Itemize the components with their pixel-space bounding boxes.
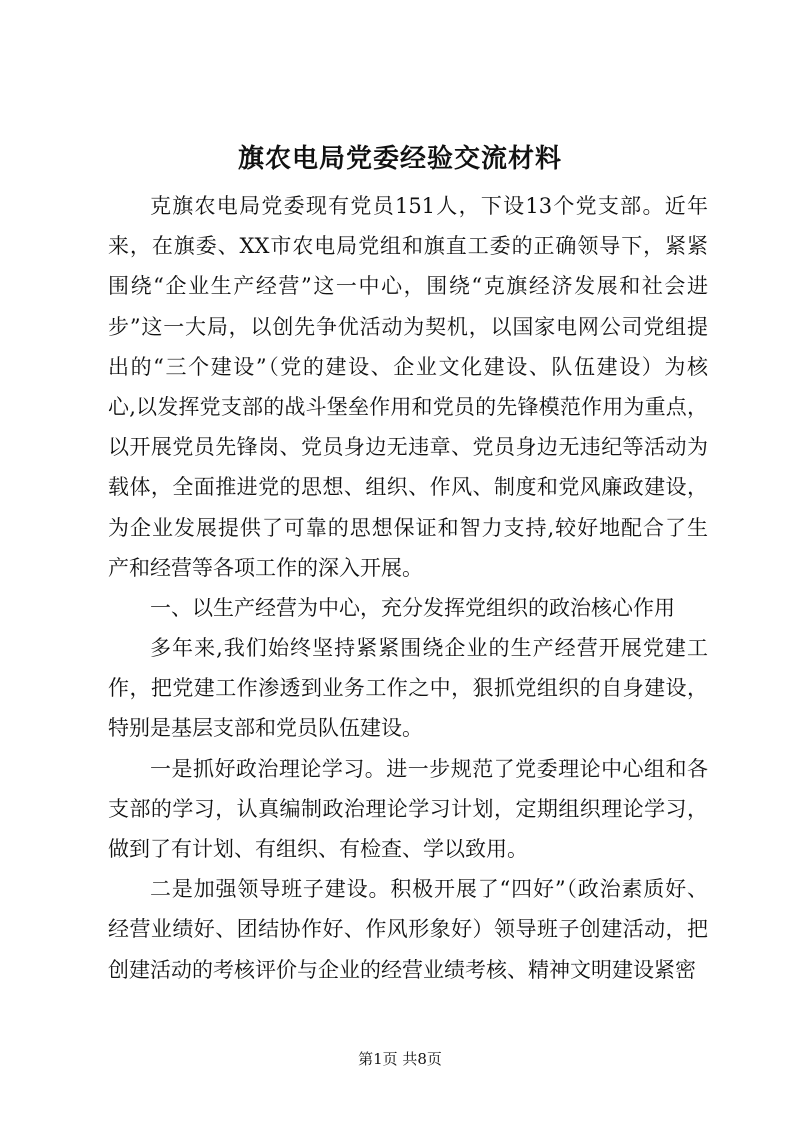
- paragraph-line: 多年来,我们始终坚持紧紧围绕企业的生产经营开展党建工: [150, 636, 708, 661]
- paragraph-line: 载体，全面推进党的思想、组织、作风、制度和党风廉政建设，: [108, 475, 708, 500]
- paragraph-line: 经营业绩好、团结协作好、作风形象好）领导班子创建活动，把: [108, 917, 708, 942]
- document-body: [108, 186, 708, 990]
- paragraph-line: 做到了有计划、有组织、有检查、学以致用。: [108, 837, 528, 861]
- paragraph-line: 支部的学习，认真编制政治理论学习计划，定期组织理论学习，: [108, 796, 708, 821]
- paragraph-line: 产和经营等各项工作的深入开展。: [108, 555, 423, 580]
- paragraph-line: 一、以生产经营为中心，充分发挥党组织的政治核心作用: [150, 595, 675, 620]
- paragraph-line: 以开展党员先锋岗、党员身边无违章、党员身边无违纪等活动为: [108, 435, 708, 460]
- paragraph-line: 特别是基层支部和党员队伍建设。: [108, 716, 423, 741]
- paragraph-line: 作，把党建工作渗透到业务工作之中，狠抓党组织的自身建设，: [108, 676, 708, 701]
- paragraph-line: 创建活动的考核评价与企业的经营业绩考核、精神文明建设紧密: [108, 957, 696, 982]
- paragraph-line: 围绕“企业生产经营”这一中心，围绕“克旗经济发展和社会进: [108, 274, 708, 299]
- paragraph-line: 来，在旗委、XX市农电局党组和旗直工委的正确领导下，紧紧: [108, 234, 708, 259]
- paragraph-line: 克旗农电局党委现有党员151人，下设13个党支部。近年: [150, 194, 708, 218]
- paragraph-line: 二是加强领导班子建设。积极开展了“四好”（政治素质好、: [150, 877, 708, 902]
- paragraph: [108, 186, 708, 588]
- paragraph-line: 步”这一大局，以创先争优活动为契机，以国家电网公司党组提: [108, 314, 708, 339]
- paragraph-line: 出的“三个建设”（党的建设、企业文化建设、队伍建设）为核: [108, 354, 708, 379]
- paragraph-line: 心,以发挥党支部的战斗堡垒作用和党员的先锋模范作用为重点，: [108, 394, 708, 419]
- page-number: 第1页 共8页: [358, 1050, 442, 1068]
- paragraph: [108, 628, 708, 749]
- paragraph: [108, 749, 708, 870]
- paragraph-line: 一是抓好政治理论学习。进一步规范了党委理论中心组和各: [150, 756, 708, 781]
- paragraph: [108, 588, 708, 628]
- document-title: 旗农电局党委经验交流材料: [237, 144, 562, 174]
- paragraph: [108, 869, 708, 990]
- paragraph-line: 为企业发展提供了可靠的思想保证和智力支持,较好地配合了生: [108, 515, 708, 540]
